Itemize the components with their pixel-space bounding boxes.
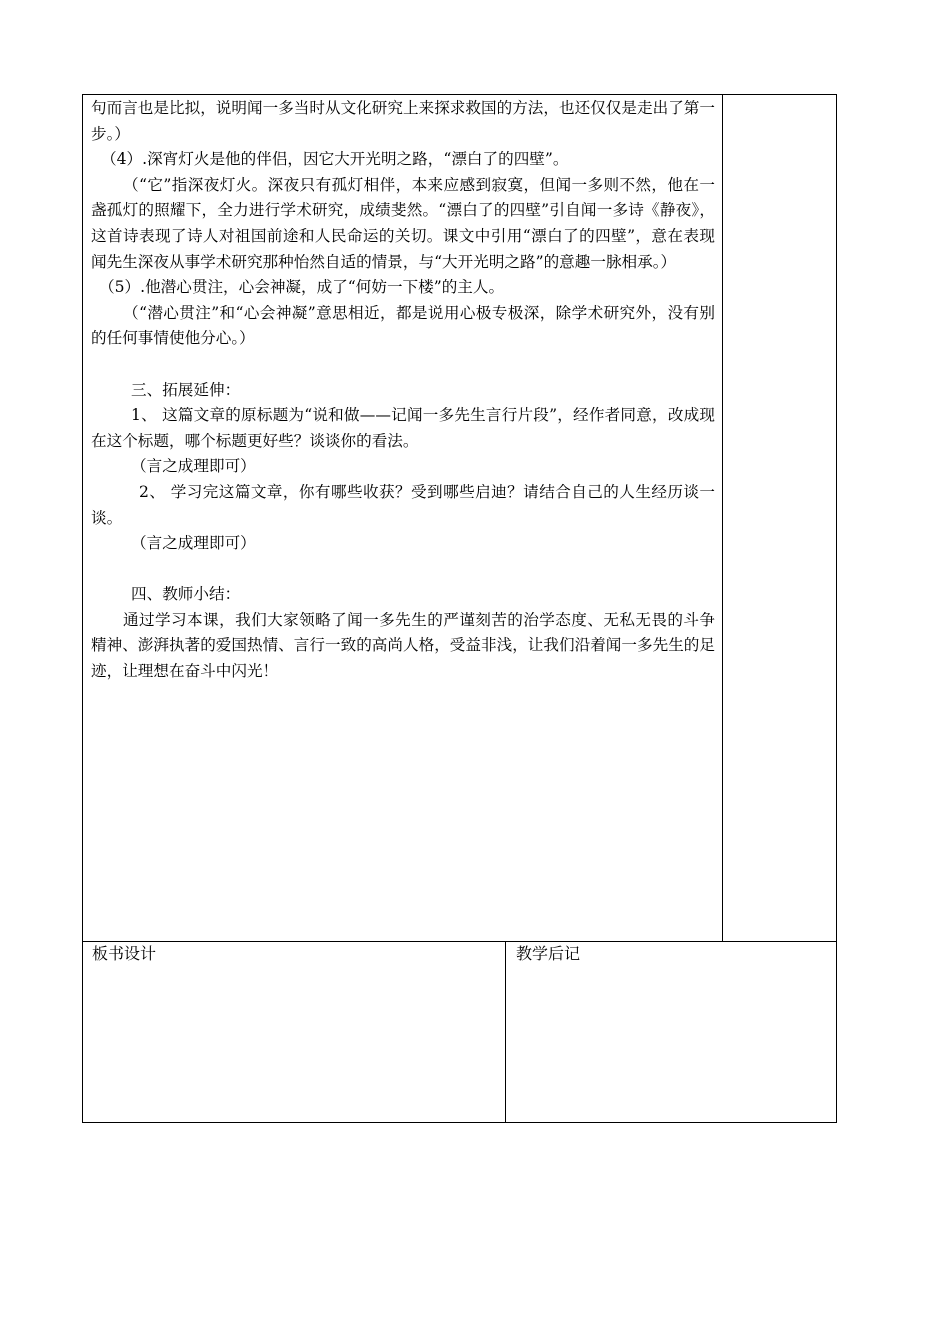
teacher-summary: 通过学习本课，我们大家领略了闻一多先生的严谨刻苦的治学态度、无私无畏的斗争精神、澎湃执著的爱国热情、言行一致的高尚人格，受益非浅，让我们沿着闻一多先生的足迹，让理想在奋斗中闪光！ — [91, 610, 715, 681]
paragraph-item-4-explanation: （“它”指深夜灯火。深夜只有孤灯相伴，本来应感到寂寞，但闻一多则不然，他在一盏孤灯的照耀下，全力进行学术研究，成绩斐然。“漂白了的四壁”引自闻一多诗《静夜》，这首诗表现了诗人对祖国前途和人民命运的关切。课文中引用“漂白了的四壁”，意在表现闻先生深夜从事学术研究那种怡然自适的情景，与“大开光明之路”的意趣一脉相承。） — [91, 175, 715, 271]
paragraph-item-5: （5）.他潜心贯注，心会神凝，成了“何妨一下楼”的主人。 — [99, 278, 505, 297]
lesson-text — [91, 96, 715, 685]
paragraph-item-5-explanation: （“潜心贯注”和“心会神凝”意思相近，都是说用心极专极深，除学术研究外，没有别的任何事情使他分心。） — [91, 303, 715, 348]
paragraph-continuation: 句而言也是比拟，说明闻一多当时从文化研究上来探求救国的方法，也还仅仅是走出了第一步。） — [91, 99, 715, 143]
teaching-notes-cell — [505, 941, 837, 1123]
question-2: 2、 学习完这篇文章，你有哪些收获？受到哪些启迪？请结合自己的人生经历谈一谈。 — [91, 482, 715, 527]
section-3-heading: 三、拓展延伸： — [131, 380, 241, 399]
answer-1: （言之成理即可） — [131, 457, 256, 476]
question-1: 1、 这篇文章的原标题为“说和做——记闻一多先生言行片段”，经作者同意，改成现在这个标题，哪个标题更好些？谈谈你的看法。 — [91, 406, 715, 450]
side-notes-cell — [722, 94, 837, 942]
section-4-heading: 四、教师小结： — [131, 585, 241, 604]
blackboard-design-cell — [82, 941, 506, 1123]
paragraph-item-4: （4）.深宵灯火是他的伴侣，因它大开光明之路，“漂白了的四壁”。 — [101, 150, 569, 169]
blackboard-design-label: 板书设计 — [92, 944, 157, 963]
teaching-notes-label: 教学后记 — [516, 944, 581, 963]
answer-2: （言之成理即可） — [131, 534, 256, 553]
